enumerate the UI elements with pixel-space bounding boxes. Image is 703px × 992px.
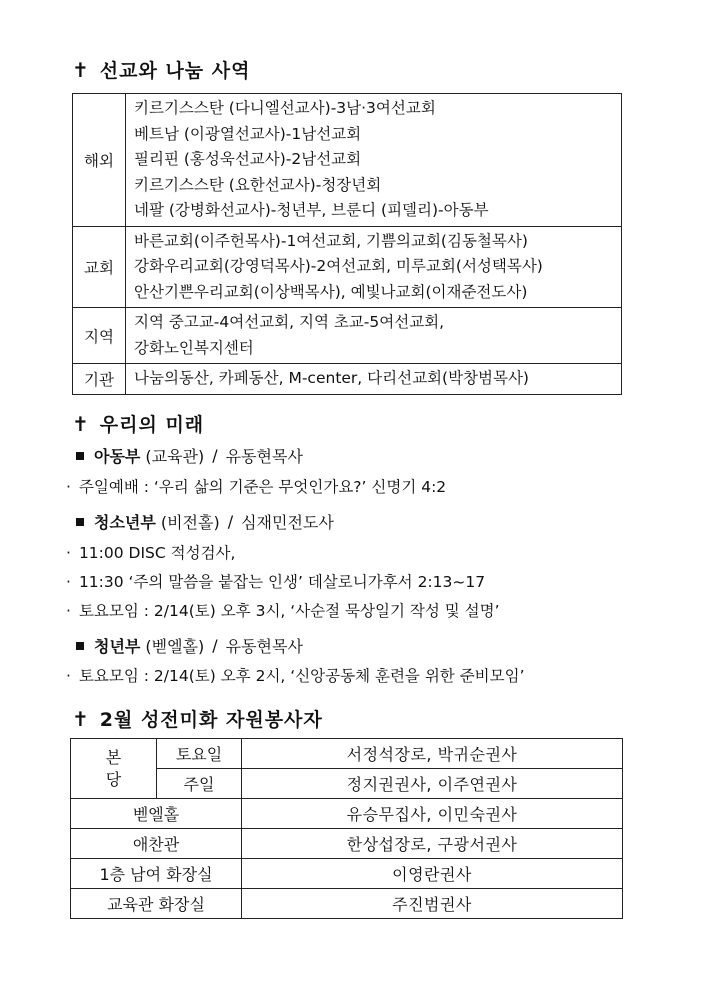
volunteers-title: 2월 성전미화 자원봉사자 (99, 709, 323, 731)
children-dept-heading (76, 444, 303, 467)
day-cell: 주일 (157, 769, 242, 799)
dept-place: (벧엘홀) (145, 637, 205, 656)
separator: / (212, 446, 218, 465)
list-item: · 11:00 DISC 적성검사, (66, 544, 236, 562)
list-item: · 주일예배 : ‘우리 삶의 기준은 무엇인가요?’ 신명기 4:2 (66, 478, 447, 496)
square-bullet-icon (76, 452, 84, 460)
list-item: 베트남 (이광열선교사)-1남선교회 (134, 124, 362, 143)
table-row (73, 94, 622, 227)
category-cell: 기관 (73, 364, 126, 395)
dept-place: (비전홀) (160, 513, 220, 532)
list-item: 바른교회(이주헌목사)-1여선교회, 기쁨의교회(김동철목사) (134, 231, 528, 250)
list-item: 네팔 (강병화선교사)-청년부, 브룬디 (피델리)-아동부 (134, 201, 489, 219)
table-row (73, 226, 622, 308)
category-cell: 교회 (73, 226, 126, 308)
content-cell (126, 226, 622, 308)
square-bullet-icon (76, 642, 84, 650)
table-row (71, 829, 623, 859)
main-hall-cell: 본 당 (71, 739, 157, 799)
list-item: 필리핀 (홍성욱선교사)-2남선교회 (134, 150, 362, 168)
table-row (73, 308, 622, 364)
dot-bullet-icon: · (66, 602, 71, 620)
category-cell: 해외 (73, 94, 126, 227)
future-section-title (72, 410, 204, 437)
list-item: 강화우리교회(강영덕목사)-2여선교회, 미루교회(서성택목사) (134, 257, 543, 275)
place-cell: 1층 남여 화장실 (71, 859, 242, 889)
mission-section-title (72, 56, 250, 83)
names-cell: 정지권권사, 이주연권사 (242, 769, 623, 799)
mission-title: 선교와 나눔 사역 (99, 60, 251, 82)
place-cell: 벧엘홀 (71, 799, 242, 829)
list-item: · 토요모임 : 2/14(토) 오후 3시, ‘사순절 묵상일기 작성 및 설명’ (66, 602, 500, 620)
separator: / (212, 636, 218, 655)
cross-icon: ✝ (72, 57, 90, 82)
dot-bullet-icon: · (66, 573, 71, 591)
table-row (71, 889, 623, 919)
list-item: 안산기쁜우리교회(이상백목사), 예빛나교회(이재준전도사) (134, 282, 528, 301)
dept-place: (교육관) (145, 447, 205, 466)
youth-dept-heading (76, 510, 334, 533)
list-item: · 토요모임 : 2/14(토) 오후 2시, ‘신앙공동체 훈련을 위한 준비모임’ (66, 667, 525, 685)
dept-name: 청소년부 (94, 513, 156, 532)
content-cell (126, 364, 622, 395)
list-item: 나눔의동산, 카페동산, M-center, 다리선교회(박창범목사) (134, 369, 529, 387)
category-cell: 지역 (73, 308, 126, 364)
names-cell: 서정석장로, 박귀순권사 (242, 739, 623, 769)
dept-pastor: 유동현목사 (225, 637, 303, 656)
table-row (71, 739, 623, 769)
dept-name: 아동부 (94, 447, 141, 466)
volunteer-table (70, 738, 623, 919)
dept-name: 청년부 (94, 637, 141, 656)
dot-bullet-icon: · (66, 544, 71, 562)
table-row (73, 364, 622, 395)
cross-icon: ✝ (72, 706, 90, 731)
place-cell: 교육관 화장실 (71, 889, 242, 919)
dept-pastor: 심재민전도사 (241, 513, 334, 532)
cross-icon: ✝ (72, 411, 90, 436)
list-item: 키르기스스탄 (요한선교사)-청장년회 (134, 175, 382, 194)
future-title: 우리의 미래 (99, 414, 205, 436)
dot-bullet-icon: · (66, 667, 71, 685)
list-item: 강화노인복지센터 (134, 338, 254, 357)
young-adult-dept-heading (76, 634, 303, 657)
list-item: 지역 중고교-4여선교회, 지역 초교-5여선교회, (134, 313, 445, 331)
list-item: 키르기스스탄 (다니엘선교사)-3남·3여선교회 (134, 99, 436, 117)
names-cell: 한상섭장로, 구광서권사 (242, 829, 623, 859)
table-row (71, 799, 623, 829)
mission-table (72, 93, 622, 395)
day-cell: 토요일 (157, 739, 242, 769)
square-bullet-icon (76, 518, 84, 526)
content-cell (126, 308, 622, 364)
list-item: · 11:30 ‘주의 말씀을 붙잡는 인생’ 데살로니가후서 2:13~17 (66, 573, 486, 591)
dept-pastor: 유동현목사 (225, 447, 303, 466)
separator: / (227, 512, 234, 531)
names-cell: 유승무집사, 이민숙권사 (242, 799, 623, 829)
table-row (71, 859, 623, 889)
names-cell: 주진범권사 (242, 889, 623, 919)
names-cell: 이영란권사 (242, 859, 623, 889)
place-cell: 애찬관 (71, 829, 242, 859)
content-cell (126, 94, 622, 227)
dot-bullet-icon: · (66, 478, 71, 496)
volunteers-section-title (72, 705, 323, 732)
